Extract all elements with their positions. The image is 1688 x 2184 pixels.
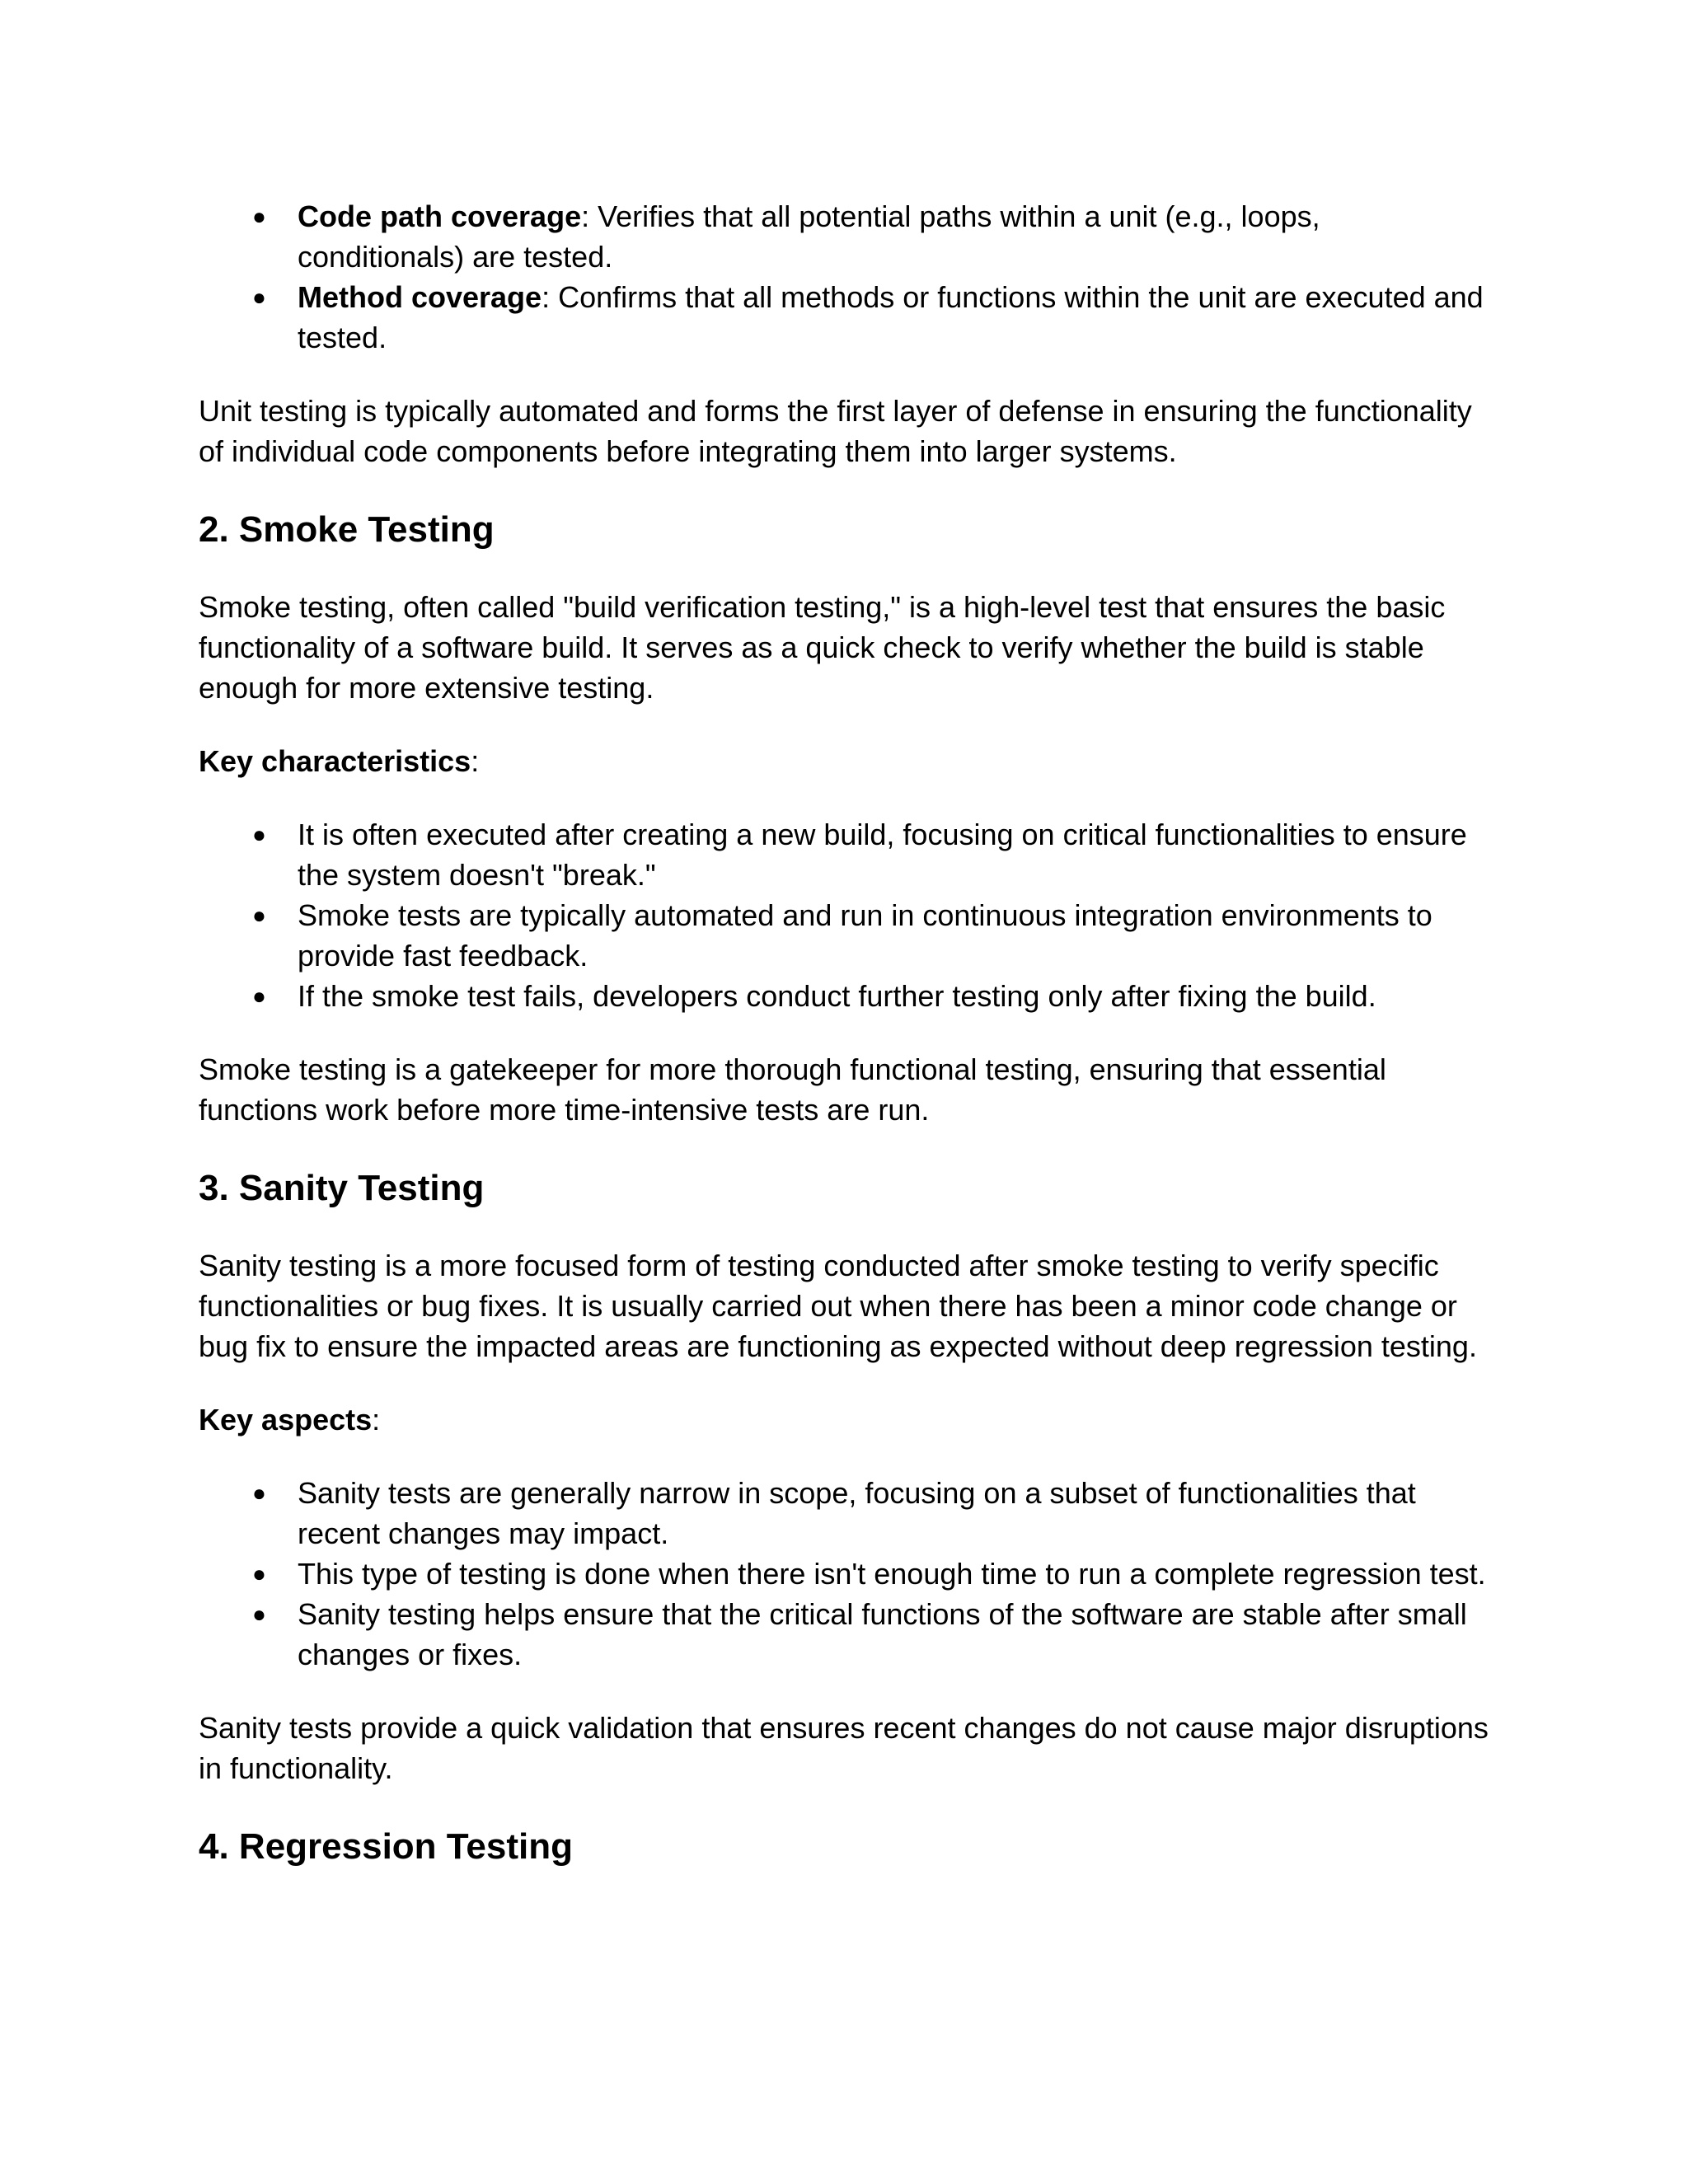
sanity-testing-heading: 3. Sanity Testing xyxy=(199,1168,485,1208)
bullet-icon: ● xyxy=(252,902,266,928)
bullet-text: It is often executed after creating a new build, focusing on critical functionalities to ensure the system doesn't "break." xyxy=(298,818,1467,892)
bullet-icon: ● xyxy=(252,284,266,310)
list-item xyxy=(199,1554,1493,1594)
list-item xyxy=(199,814,1493,895)
document-body xyxy=(199,196,1493,1869)
key-aspects-label xyxy=(199,1399,1493,1440)
bullet-icon: ● xyxy=(252,204,266,229)
smoke-testing-summary: Smoke testing is a gatekeeper for more thorough functional testing, ensuring that essential functions work before more time-intensive tests are run. xyxy=(199,1052,1386,1127)
bullet-icon: ● xyxy=(252,1601,266,1627)
bullet-term: Code path coverage xyxy=(298,199,582,233)
bullet-text: This type of testing is done when there isn't enough time to run a complete regression test. xyxy=(298,1557,1486,1591)
unit-testing-summary: Unit testing is typically automated and forms the first layer of defense in ensuring the functionality of individual code components before integrating them into larger systems. xyxy=(199,394,1472,468)
bullet-text: : Verifies that all potential paths within a unit (e.g., loops, conditionals) are tested. xyxy=(298,199,1320,274)
bullet-text: Smoke tests are typically automated and run in continuous integration environments to provide fast feedback. xyxy=(298,898,1432,972)
bullet-text: : Confirms that all methods or functions within the unit are executed and tested. xyxy=(298,280,1484,354)
list-item xyxy=(199,895,1493,976)
smoke-testing-heading: 2. Smoke Testing xyxy=(199,509,495,550)
smoke-bullet-list xyxy=(199,814,1493,1016)
sanity-testing-summary: Sanity tests provide a quick validation that ensures recent changes do not cause major disruptions in functionality. xyxy=(199,1711,1489,1785)
bullet-icon: ● xyxy=(252,822,266,847)
coverage-bullet-list xyxy=(199,196,1493,358)
label-text: Key aspects xyxy=(199,1403,373,1436)
list-item xyxy=(199,976,1493,1016)
label-suffix: : xyxy=(471,744,480,778)
bullet-text: Sanity testing helps ensure that the critical functions of the software are stable after small changes or fixes. xyxy=(298,1597,1467,1671)
list-item xyxy=(199,196,1493,277)
bullet-term: Method coverage xyxy=(298,280,542,314)
regression-testing-heading: 4. Regression Testing xyxy=(199,1826,573,1867)
list-item xyxy=(199,277,1493,358)
bullet-text: Sanity tests are generally narrow in scope, focusing on a subset of functionalities that recent changes may impact. xyxy=(298,1476,1416,1550)
label-suffix: : xyxy=(372,1403,381,1436)
bullet-icon: ● xyxy=(252,983,266,1009)
bullet-icon: ● xyxy=(252,1480,266,1506)
label-text: Key characteristics xyxy=(199,744,471,778)
key-characteristics-label xyxy=(199,741,1493,781)
list-item xyxy=(199,1594,1493,1675)
sanity-testing-intro: Sanity testing is a more focused form of testing conducted after smoke testing to verify specific functionalities or bug fixes. It is usually carried out when there has been a minor code change or bug fix to ensure the impacted areas are functioning as expected without deep regression testing. xyxy=(199,1249,1477,1363)
list-item xyxy=(199,1473,1493,1554)
bullet-icon: ● xyxy=(252,1561,266,1586)
bullet-text: If the smoke test fails, developers conduct further testing only after fixing the build. xyxy=(298,979,1376,1013)
smoke-testing-intro: Smoke testing, often called "build verification testing," is a high-level test that ensures the basic functionality of a software build. It serves as a quick check to verify whether the build is stable enough for more extensive testing. xyxy=(199,590,1446,705)
sanity-bullet-list xyxy=(199,1473,1493,1675)
